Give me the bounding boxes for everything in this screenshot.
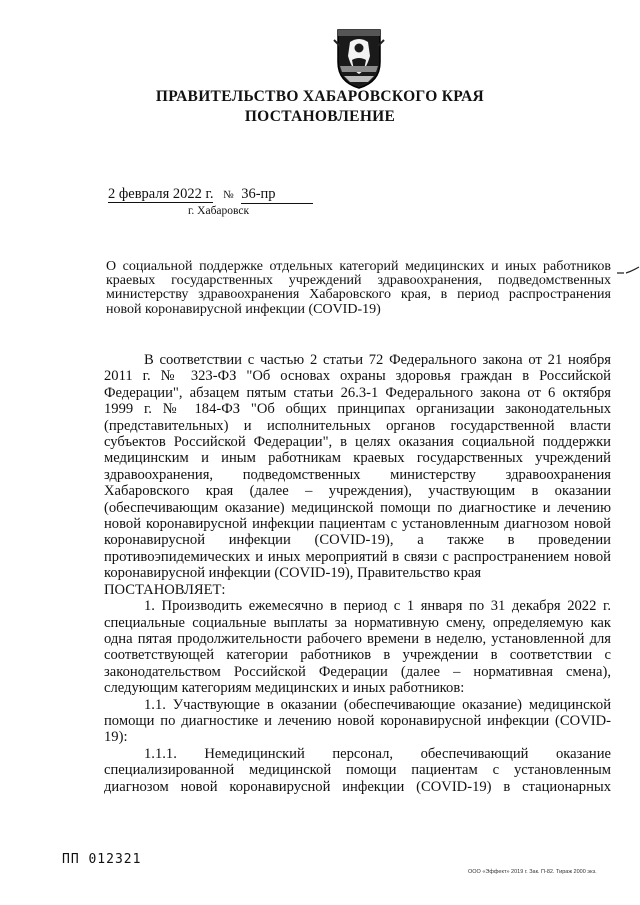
document-number: 36-пр <box>241 186 313 204</box>
document-subject: О социальной поддержке отдельных категорий медицинских и иных работников краевых государственных учреждений здравоохранения, подведомственных министерству здравоохранения Хабаровского края, в период распространения новой коронавирусной инфекции (COVID-19) <box>106 259 611 317</box>
coat-of-arms-emblem <box>330 26 388 90</box>
government-title: ПРАВИТЕЛЬСТВО ХАБАРОВСКОГО КРАЯ <box>155 88 485 105</box>
document-city: г. Хабаровск <box>188 205 250 217</box>
document-body <box>104 352 611 795</box>
paragraph-1: 1. Производить ежемесячно в период с 1 января по 31 декабря 2022 г. специальные социальные выплаты за нормативную смену, определяемую как одна пятая продолжительности рабочего времени в неделю, установленной для соответствующей категории работников в учреждении в соответствии с законодательством Российской Федерации (далее – нормативная смена), следующим категориям медицинских и иных работников: <box>104 598 611 697</box>
document-date: 2 февраля 2022 г. <box>108 186 214 202</box>
number-sign: № <box>223 189 234 201</box>
decree-word: ПОСТАНОВЛЯЕТ: <box>104 581 226 598</box>
form-serial-number: ПП 012321 <box>62 852 142 867</box>
document-date-number <box>108 186 313 204</box>
printer-imprint: ООО «Эффект» 2019 г. Зак. П-82. Тираж 2000 экз. <box>468 869 597 875</box>
handwritten-mark <box>616 266 640 276</box>
document-type: ПОСТАНОВЛЕНИЕ <box>244 108 396 125</box>
paragraph-1-1: 1.1. Участвующие в оказании (обеспечивающие оказание) медицинской помощи по диагностике и лечению новой коронавирусной инфекции (COVID-19): <box>104 696 611 746</box>
paragraph-1-1-1: 1.1.1. Немедицинский персонал, обеспечивающий оказание специализированной медицинской помощи пациентам с установленным диагнозом новой коронавирусной инфекции (COVID-19) в стационарных <box>104 745 611 795</box>
preamble-paragraph: В соответствии с частью 2 статьи 72 Федерального закона от 21 ноября 2011 г. № 323-ФЗ "Об основах охраны здоровья граждан в Российской Федерации", абзацем пятым статьи 26.3-1 Федерального закона от 6 октября 1999 г. № 184-ФЗ "Об общих принципах организации законодательных (представительных) и исполнительных органов государственной власти субъектов Российской Федерации", в целях оказания социальной поддержки медицинским и иным работникам краевых государственных учреждений здравоохранения, подведомственных министерству здравоохранения Хабаровского края (далее – учреждения), участвующим в оказании (обеспечивающим оказание) медицинской помощи по диагностике и лечению новой коронавирусной инфекции пациентам с установленным диагнозом новой коронавирусной инфекции (COVID-19), а также в проведении противоэпидемических и иных мероприятий в связи с распространением новой коронавирусной инфекции (COVID-19), Правительство края <box>104 352 611 582</box>
